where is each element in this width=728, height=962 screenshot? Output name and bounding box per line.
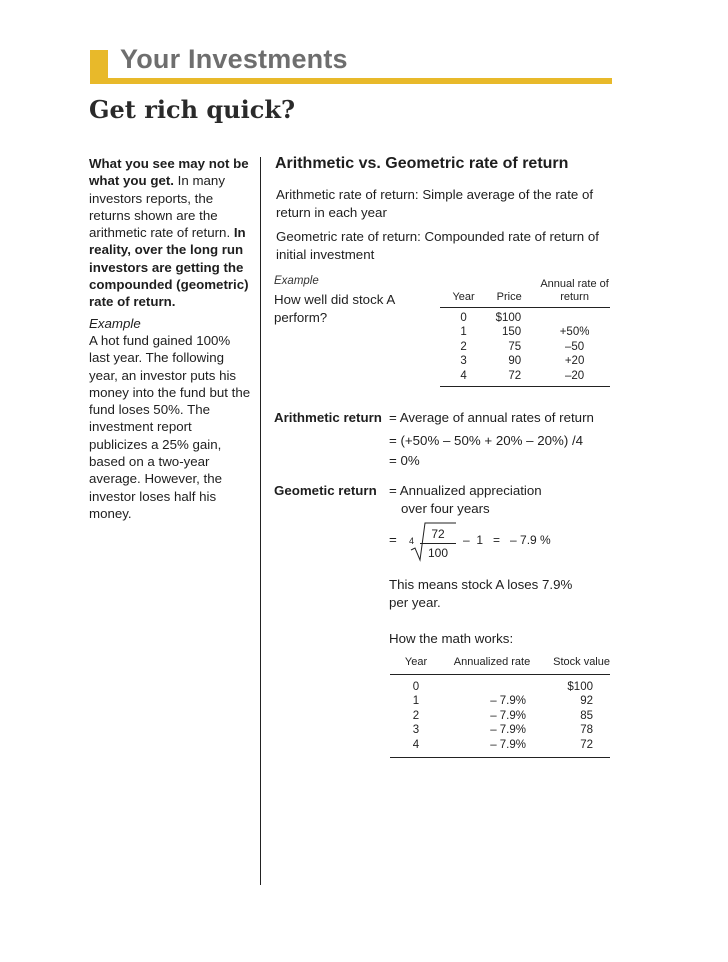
cell: 2	[412, 709, 420, 722]
table-row	[440, 308, 610, 326]
lead-paragraph	[89, 155, 251, 311]
cell: $100	[567, 681, 593, 693]
table-row	[440, 354, 610, 368]
section-header: Your Investments	[120, 44, 348, 74]
right-example-label: Example	[274, 275, 319, 287]
definitions	[276, 186, 616, 270]
table-row	[390, 694, 610, 708]
left-column	[89, 155, 251, 522]
def-arithmetic: Arithmetic rate of return: Simple average of the rate of return in each year	[276, 187, 594, 220]
col-annual-rate: Annual rate of return	[540, 278, 609, 303]
col-stock-value: Stock value	[553, 656, 610, 668]
left-example-text: A hot fund gained 100% last year. The following year, an investor puts his money into the fund but the fund loses 50%. The investment report publicizes a 25% gain, based on a two-year average. However, the investor loses half his money.	[89, 332, 251, 521]
col-annualized-rate: Annualized rate	[453, 656, 531, 668]
cell: 78	[580, 724, 593, 737]
table-header-row	[440, 278, 610, 308]
math-table	[390, 656, 610, 758]
table-row	[440, 340, 610, 354]
geometric-result: – 1 = – 7.9 %	[463, 533, 551, 547]
lead-bold-2: In reality, over the long run investors are getting the compounded (geometric) rate of return.	[89, 225, 249, 310]
cell: 85	[580, 709, 593, 722]
fraction-denominator: 100	[427, 546, 449, 560]
math-label: How the math works:	[389, 631, 514, 646]
table-row	[390, 738, 610, 758]
lead-bold: What you see may not be what you get.	[89, 156, 249, 189]
table-row	[390, 709, 610, 723]
def-geometric: Geometric rate of return: Compounded rate of return of initial investment	[276, 229, 599, 262]
table-row	[440, 369, 610, 387]
conclusion-text: This means stock A loses 7.9% per year.	[389, 577, 573, 610]
cell: – 7.9%	[490, 709, 526, 722]
fraction-numerator: 72	[431, 527, 445, 541]
table-row	[390, 723, 610, 737]
cell: 1	[460, 326, 467, 339]
cell: 0	[412, 681, 420, 693]
col-price: Price	[496, 291, 522, 303]
table-row	[440, 325, 610, 339]
arithmetic-line-1: = Average of annual rates of return	[389, 410, 594, 425]
fraction-bar	[420, 543, 456, 544]
cell: – 7.9%	[442, 738, 542, 758]
cell	[531, 308, 610, 326]
right-title: Arithmetic vs. Geometric rate of return	[275, 155, 569, 172]
geometric-equals: =	[389, 532, 397, 547]
table-row	[390, 675, 610, 695]
cell: –20	[531, 369, 610, 387]
cell: $100	[495, 312, 522, 324]
col-year: Year	[452, 291, 475, 303]
col-year: Year	[404, 656, 428, 668]
arithmetic-line-2: = (+50% – 50% + 20% – 20%) /4	[389, 433, 584, 448]
cell: 90	[508, 355, 522, 368]
cell: 0	[460, 312, 467, 324]
cell: +20	[564, 355, 585, 368]
geometric-line-2: over four years	[401, 501, 490, 516]
cell: 4	[440, 369, 487, 387]
left-example-label: Example	[89, 315, 141, 331]
arithmetic-line-3: = 0%	[389, 453, 420, 468]
cell: 1	[412, 695, 420, 708]
geometric-return-label: Geometic return	[274, 483, 377, 498]
cell: 2	[460, 340, 467, 353]
cell: – 7.9%	[490, 695, 526, 708]
table-header-row	[390, 656, 610, 675]
stock-price-table	[440, 278, 610, 387]
arithmetic-return-label: Arithmetic return	[274, 410, 382, 425]
cell: 3	[412, 724, 420, 737]
cell: +50%	[559, 326, 590, 339]
cell: 72	[542, 738, 610, 758]
column-divider	[260, 157, 261, 885]
root-index: 4	[409, 536, 415, 546]
cell: 4	[390, 738, 442, 758]
cell: – 7.9%	[490, 724, 526, 737]
cell	[442, 675, 542, 695]
cell: 150	[501, 326, 522, 339]
header-rule	[108, 78, 612, 84]
cell: 75	[508, 340, 522, 353]
cell: –50	[564, 340, 585, 353]
cell: 3	[460, 355, 467, 368]
lead-normal: In many investors reports, the returns shown are the arithmetic rate of return.	[89, 173, 234, 241]
right-example-question: How well did stock A perform?	[274, 292, 395, 325]
cell: 72	[487, 369, 531, 387]
page-title: Get rich quick?	[89, 95, 296, 124]
geometric-line-1: = Annualized appreciation	[389, 483, 542, 498]
cell: 92	[580, 695, 593, 708]
header-accent-square	[90, 50, 108, 84]
